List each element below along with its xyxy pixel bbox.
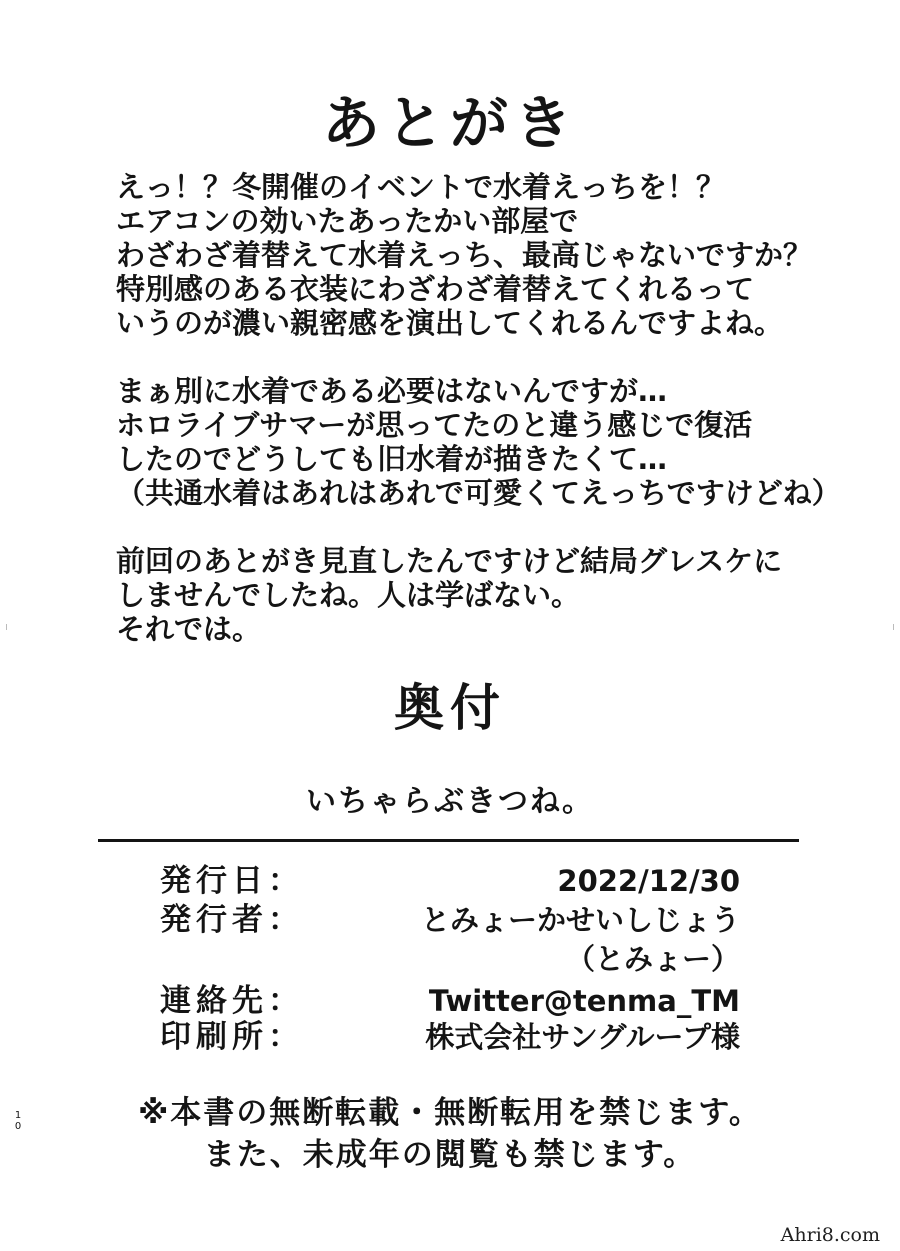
afterword-paragraph-3 — [116, 544, 816, 646]
afterword-line: それでは。 — [116, 612, 262, 646]
page-number-digit: 1 — [14, 1110, 22, 1121]
trim-mark — [893, 624, 894, 630]
afterword-line: 前回のあとがき見直したんですけど結局グレスケに — [116, 544, 783, 578]
afterword-line: いうのが濃い親密感を演出してくれるんですよね。 — [116, 306, 784, 340]
afterword-body — [116, 170, 841, 680]
afterword-line: しませんでしたね。人は学ばない。 — [116, 578, 581, 612]
colophon-title: 奥付 — [394, 679, 506, 737]
contact-label: 連絡先： — [160, 983, 304, 1019]
trim-mark — [6, 624, 7, 630]
contact-value: Twitter@tenma_TM — [428, 984, 740, 1018]
afterword-line: えっ！？冬開催のイベントで水着えっちを！？ — [116, 170, 726, 204]
page-number-digit: 0 — [14, 1121, 22, 1132]
publisher-value: とみょーかせいしじょう — [420, 903, 740, 937]
afterword-line: （共通水着はあれはあれで可愛くてえっちですけどね） — [116, 476, 841, 510]
afterword-paragraph-2 — [116, 374, 841, 510]
afterword-line: わざわざ着替えて水着えっち、最高じゃないですか？ — [116, 238, 813, 272]
afterword-line: したのでどうしても旧水着が描きたくて… — [116, 442, 668, 476]
colophon-divider — [98, 839, 799, 842]
printer-label: 印刷所： — [160, 1019, 304, 1055]
afterword-line: まぁ別に水着である必要はないんですが… — [116, 374, 668, 408]
publisher-label: 発行者： — [160, 902, 304, 938]
publish-date-label: 発行日： — [160, 863, 304, 899]
afterword-line: エアコンの効いたあったかい部屋で — [116, 204, 579, 238]
circle-name: いちゃらぶきつね。 — [306, 784, 594, 819]
afterword-line: ホロライブサマーが思ってたのと違う感じで復活 — [116, 408, 753, 442]
copyright-notice: ※本書の無断転載・無断転用を禁じます。 — [138, 1095, 762, 1131]
watermark: Ahri8.com — [780, 1224, 880, 1246]
page-number — [14, 1110, 22, 1132]
afterword-title: あとがき — [321, 89, 578, 157]
publisher-alias: （とみょー） — [565, 942, 740, 976]
printer-value: 株式会社サングループ様 — [425, 1020, 740, 1054]
publish-date-value: 2022/12/30 — [557, 864, 740, 898]
age-restriction-notice: また、未成年の閲覧も禁じます。 — [203, 1137, 697, 1173]
afterword-line: 特別感のある衣装にわざわざ着替えてくれるって — [116, 272, 755, 306]
afterword-paragraph-1 — [116, 170, 816, 340]
